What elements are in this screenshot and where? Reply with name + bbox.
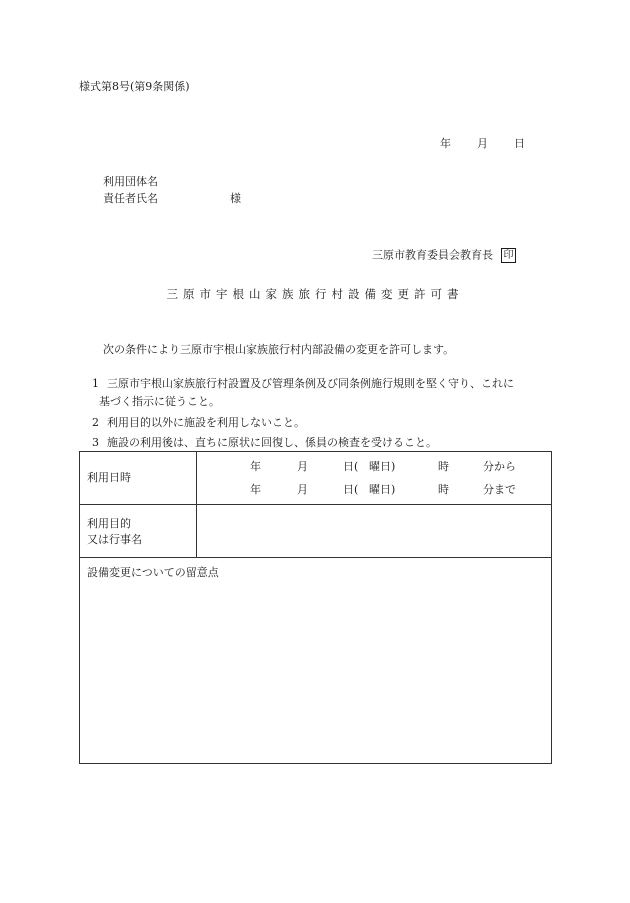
purpose-label xyxy=(87,516,142,548)
date-day: 日 xyxy=(514,137,525,150)
honorific: 様 xyxy=(230,192,241,205)
start-hour: 時 xyxy=(438,460,449,473)
org-name-label: 利用団体名 xyxy=(103,175,158,188)
end-year: 年 xyxy=(250,483,261,496)
issuer-name: 三原市教育委員会教育長 xyxy=(372,248,493,262)
start-weekday: 曜日) xyxy=(369,460,396,473)
representative-line xyxy=(103,192,241,206)
form-number: 様式第8号(第9条関係) xyxy=(79,80,190,93)
usage-datetime-label: 利用日時 xyxy=(87,471,131,484)
condition-number: 3 xyxy=(92,436,99,449)
form-table xyxy=(79,451,552,764)
start-month: 月 xyxy=(297,460,308,473)
date-month: 月 xyxy=(477,137,488,150)
condition-text: 利用目的以外に施設を利用しないこと。 xyxy=(107,416,305,429)
purpose-label-line2: 又は行事名 xyxy=(87,533,142,546)
rep-name-label: 責任者氏名 xyxy=(103,192,158,205)
condition-number: 2 xyxy=(92,416,99,429)
condition-number: 1 xyxy=(92,377,99,390)
end-suffix: 分まで xyxy=(483,483,516,496)
condition-text: 施設の利用後は、直ちに原状に回復し、係員の検査を受けること。 xyxy=(107,436,437,449)
date-line xyxy=(440,137,525,151)
purpose-input-cell[interactable] xyxy=(197,505,551,557)
issuer xyxy=(372,248,516,263)
notes-label: 設備変更についての留意点 xyxy=(87,566,219,579)
end-hour: 時 xyxy=(438,483,449,496)
document-title: 三原市宇根山家族旅行村設備変更許可書 xyxy=(166,287,464,301)
table-divider xyxy=(80,557,551,558)
condition-text: 三原市宇根山家族旅行村設置及び管理条例及び同条例施行規則を堅く守り、これに xyxy=(107,377,514,390)
start-suffix: 分から xyxy=(483,460,516,473)
intro-text: 次の条件により三原市宇根山家族旅行村内部設備の変更を許可します。 xyxy=(103,343,455,356)
end-day: 日( xyxy=(343,483,359,496)
purpose-label-line1: 利用目的 xyxy=(87,517,131,530)
notes-input-area[interactable] xyxy=(80,584,551,763)
start-year: 年 xyxy=(250,460,261,473)
end-month: 月 xyxy=(297,483,308,496)
end-weekday: 曜日) xyxy=(369,483,396,496)
condition-1-continuation: 基づく指示に従うこと。 xyxy=(99,395,220,408)
seal-icon: 印 xyxy=(501,248,516,263)
date-year: 年 xyxy=(440,137,451,150)
start-day: 日( xyxy=(343,460,359,473)
